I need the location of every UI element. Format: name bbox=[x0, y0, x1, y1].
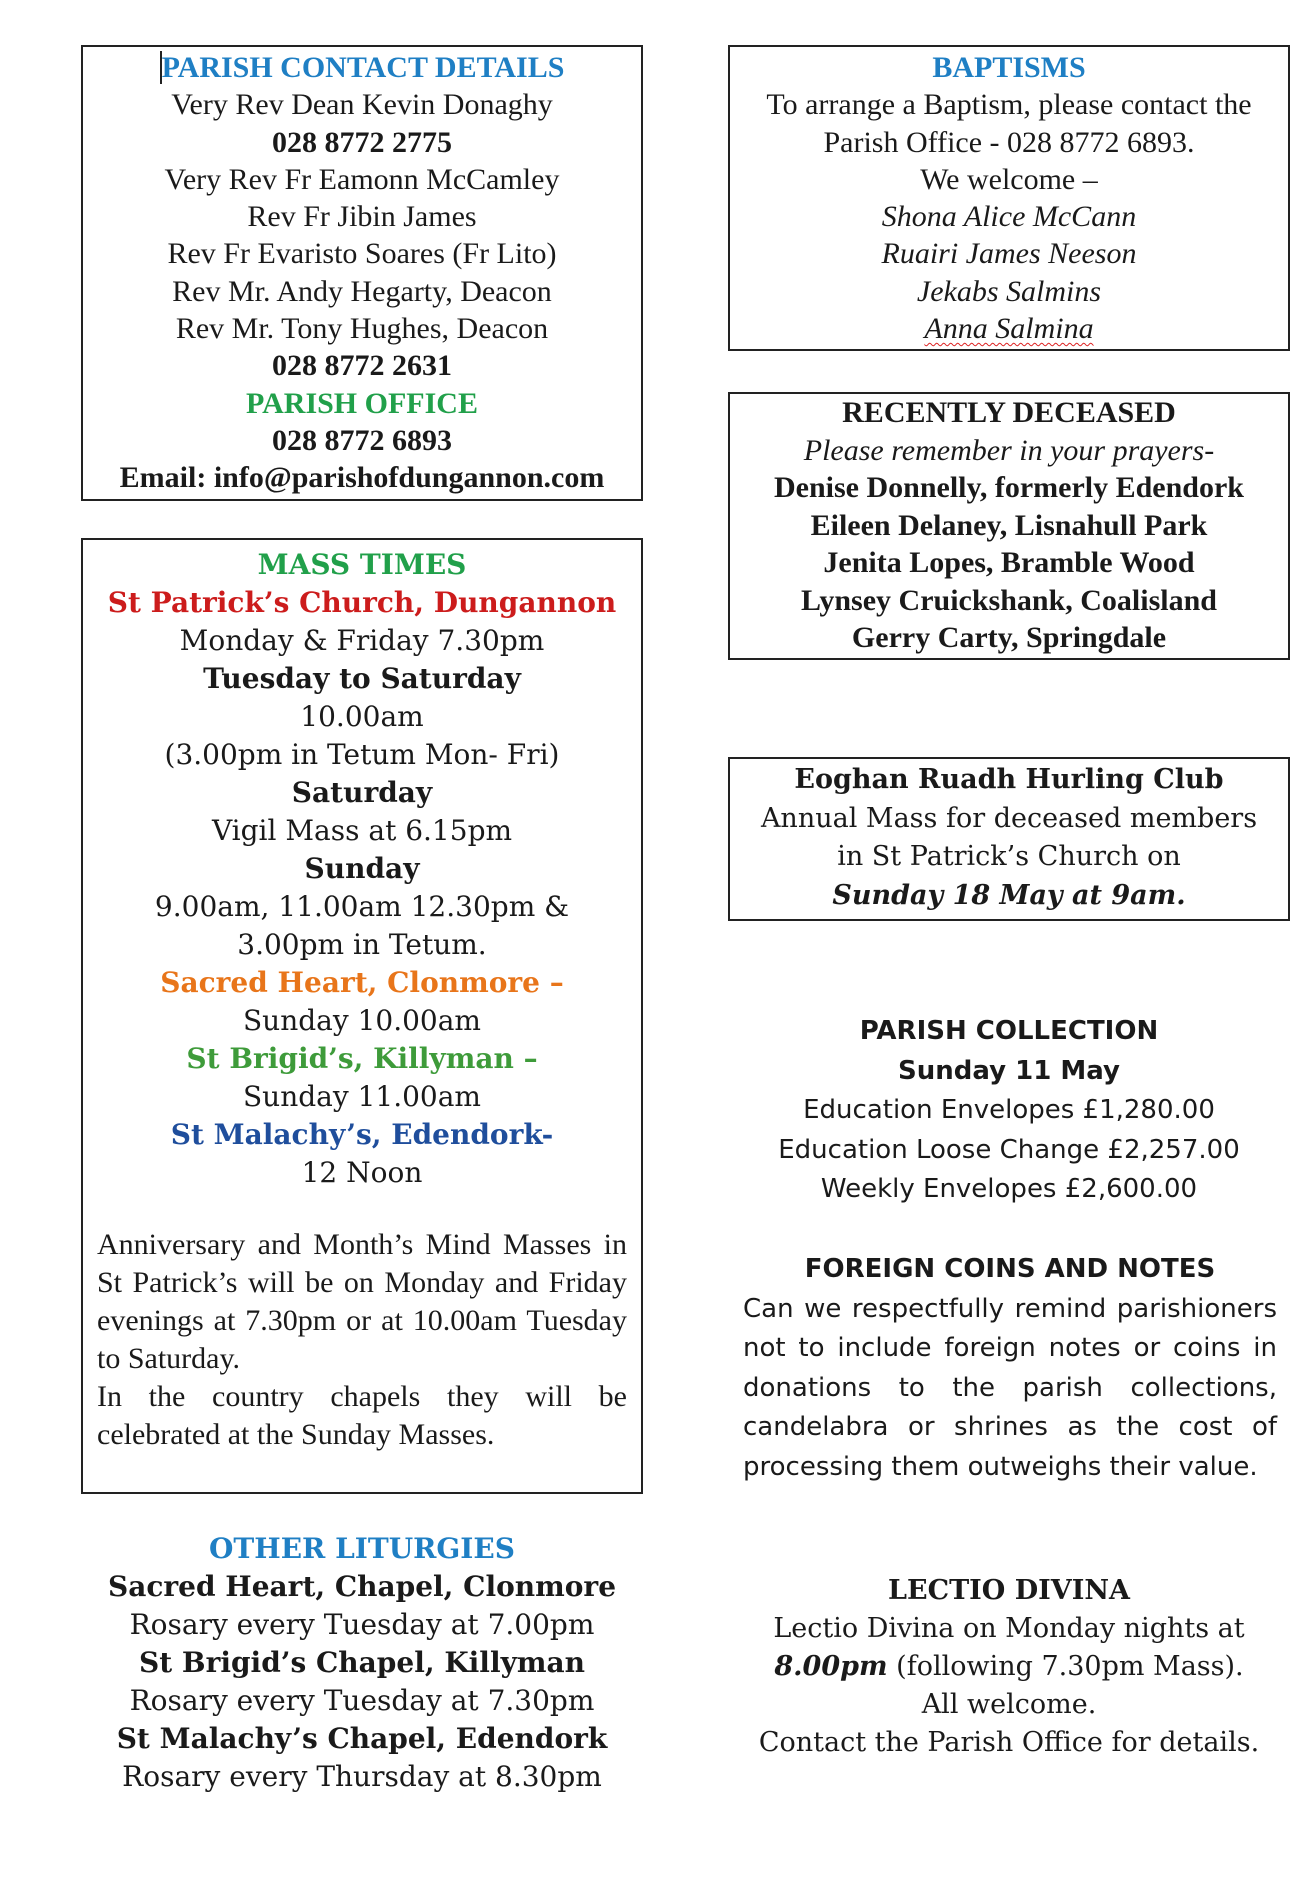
mass-line: Vigil Mass at 6.15pm bbox=[211, 814, 513, 847]
mass-line: Sunday 11.00am bbox=[243, 1080, 481, 1113]
chapel-name: St Malachy’s Chapel, Edendork bbox=[116, 1722, 608, 1755]
deceased-name: Eileen Delaney, Lisnahull Park bbox=[810, 508, 1208, 542]
anniversary-text: Anniversary and Month’s Mind Masses in St Patrick’s will be on Monday and Friday evenings at 7.30pm or at 10.00am Tuesday to Saturday. bbox=[97, 1228, 627, 1375]
foreign-coins-heading: FOREIGN COINS AND NOTES bbox=[804, 1254, 1216, 1284]
sacred-heart-church: Sacred Heart, Clonmore – bbox=[160, 966, 564, 999]
baptism-name: Anna Salmina bbox=[924, 312, 1094, 346]
rosary-time: Rosary every Tuesday at 7.00pm bbox=[129, 1608, 595, 1641]
baptisms-text: Parish Office - 028 8772 6893. bbox=[823, 125, 1195, 159]
mass-line: 9.00am, 11.00am 12.30pm & bbox=[154, 890, 570, 923]
lectio-heading: LECTIO DIVINA bbox=[888, 1575, 1130, 1606]
hurling-heading: Eoghan Ruadh Hurling Club bbox=[794, 764, 1224, 795]
baptisms-welcome: We welcome – bbox=[920, 162, 1098, 196]
contact-line: Rev Mr. Andy Hegarty, Deacon bbox=[172, 274, 552, 308]
mass-line: (3.00pm in Tetum Mon- Fri) bbox=[164, 738, 560, 771]
rosary-time: Rosary every Tuesday at 7.30pm bbox=[129, 1684, 595, 1717]
collection-date: Sunday 11 May bbox=[898, 1055, 1120, 1086]
mass-line: Monday & Friday 7.30pm bbox=[179, 624, 545, 657]
lectio-text: Contact the Parish Office for details. bbox=[758, 1727, 1260, 1758]
lectio-text: Lectio Divina on Monday nights at bbox=[773, 1613, 1245, 1644]
other-liturgies-heading: OTHER LITURGIES bbox=[209, 1532, 515, 1565]
contact-box bbox=[81, 45, 643, 501]
parish-email: Email: info@parishofdungannon.com bbox=[119, 461, 605, 495]
baptism-name: Shona Alice McCann bbox=[881, 200, 1137, 234]
contact-line: Very Rev Fr Eamonn McCamley bbox=[164, 162, 560, 196]
deceased-heading: RECENTLY DECEASED bbox=[842, 396, 1176, 429]
contact-line: Rev Mr. Tony Hughes, Deacon bbox=[175, 312, 549, 346]
mass-line: 3.00pm in Tetum. bbox=[237, 928, 487, 961]
mass-line: 12 Noon bbox=[301, 1156, 423, 1189]
lectio-text: (following 7.30pm Mass). bbox=[887, 1651, 1244, 1682]
contact-line: Rev Fr Jibin James bbox=[247, 200, 477, 234]
mass-line: Sunday 10.00am bbox=[243, 1004, 481, 1037]
rosary-time: Rosary every Thursday at 8.30pm bbox=[122, 1760, 602, 1793]
collection-line: Education Loose Change £2,257.00 bbox=[778, 1134, 1240, 1165]
deceased-subtitle: Please remember in your prayers- bbox=[803, 433, 1215, 467]
contact-phone: 028 8772 2775 bbox=[272, 125, 452, 159]
mass-day: Saturday bbox=[291, 776, 433, 809]
mass-line: 10.00am bbox=[300, 700, 424, 733]
collection-section bbox=[728, 1012, 1290, 1210]
st-brigid-church: St Brigid’s, Killyman – bbox=[186, 1042, 538, 1075]
lectio-section bbox=[728, 1572, 1290, 1762]
mass-day: Tuesday to Saturday bbox=[203, 662, 521, 695]
contact-phone: 028 8772 2631 bbox=[272, 349, 452, 383]
deceased-name: Denise Donnelly, formerly Edendork bbox=[774, 471, 1244, 504]
mass-day: Sunday bbox=[304, 852, 420, 885]
st-malachy-church: St Malachy’s, Edendork- bbox=[170, 1118, 554, 1151]
mass-times-heading: MASS TIMES bbox=[257, 548, 467, 581]
deceased-box bbox=[728, 392, 1290, 660]
hurling-text: Annual Mass for deceased members bbox=[760, 802, 1258, 834]
collection-line: Weekly Envelopes £2,600.00 bbox=[820, 1174, 1198, 1204]
deceased-name: Lynsey Cruickshank, Coalisland bbox=[801, 583, 1217, 617]
baptism-name: Ruairi James Neeson bbox=[881, 237, 1137, 271]
contact-line: Rev Fr Evaristo Soares (Fr Lito) bbox=[167, 237, 557, 271]
chapel-name: Sacred Heart, Chapel, Clonmore bbox=[107, 1570, 617, 1603]
country-chapels-text: In the country chapels they will be celebrated at the Sunday Masses. bbox=[97, 1380, 627, 1451]
baptisms-heading: BAPTISMS bbox=[932, 51, 1086, 84]
baptisms-text: To arrange a Baptism, please contact the bbox=[766, 88, 1252, 122]
collection-heading: PARISH COLLECTION bbox=[859, 1016, 1159, 1046]
parish-office-phone: 028 8772 6893 bbox=[272, 423, 452, 457]
contact-line: Very Rev Dean Kevin Donaghy bbox=[171, 88, 553, 122]
contact-heading: PARISH CONTACT DETAILS bbox=[161, 51, 565, 84]
hurling-date: Sunday 18 May at 9am. bbox=[832, 879, 1186, 911]
mass-times-box bbox=[81, 538, 643, 1494]
deceased-name: Jenita Lopes, Bramble Wood bbox=[823, 546, 1195, 579]
lectio-time: 8.00pm bbox=[774, 1651, 888, 1682]
chapel-name: St Brigid’s Chapel, Killyman bbox=[139, 1646, 585, 1679]
collection-line: Education Envelopes £1,280.00 bbox=[803, 1095, 1215, 1125]
baptism-name: Jekabs Salmins bbox=[916, 274, 1102, 308]
deceased-name: Gerry Carty, Springdale bbox=[851, 621, 1167, 654]
lectio-text: All welcome. bbox=[921, 1689, 1097, 1720]
foreign-coins-text: Can we respectfully remind parishioners not to include foreign notes or coins in donations to the parish collections, candelabra or shrines as the cost of processing them outweighs their value. bbox=[743, 1293, 1277, 1482]
other-liturgies-section bbox=[81, 1530, 643, 1796]
baptisms-box bbox=[728, 45, 1290, 351]
hurling-box bbox=[728, 757, 1290, 921]
church-name: St Patrick’s Church, Dungannon bbox=[107, 586, 617, 619]
parish-office-heading: PARISH OFFICE bbox=[246, 386, 478, 420]
hurling-text: in St Patrick’s Church on bbox=[837, 841, 1181, 872]
foreign-coins-section bbox=[743, 1250, 1277, 1487]
